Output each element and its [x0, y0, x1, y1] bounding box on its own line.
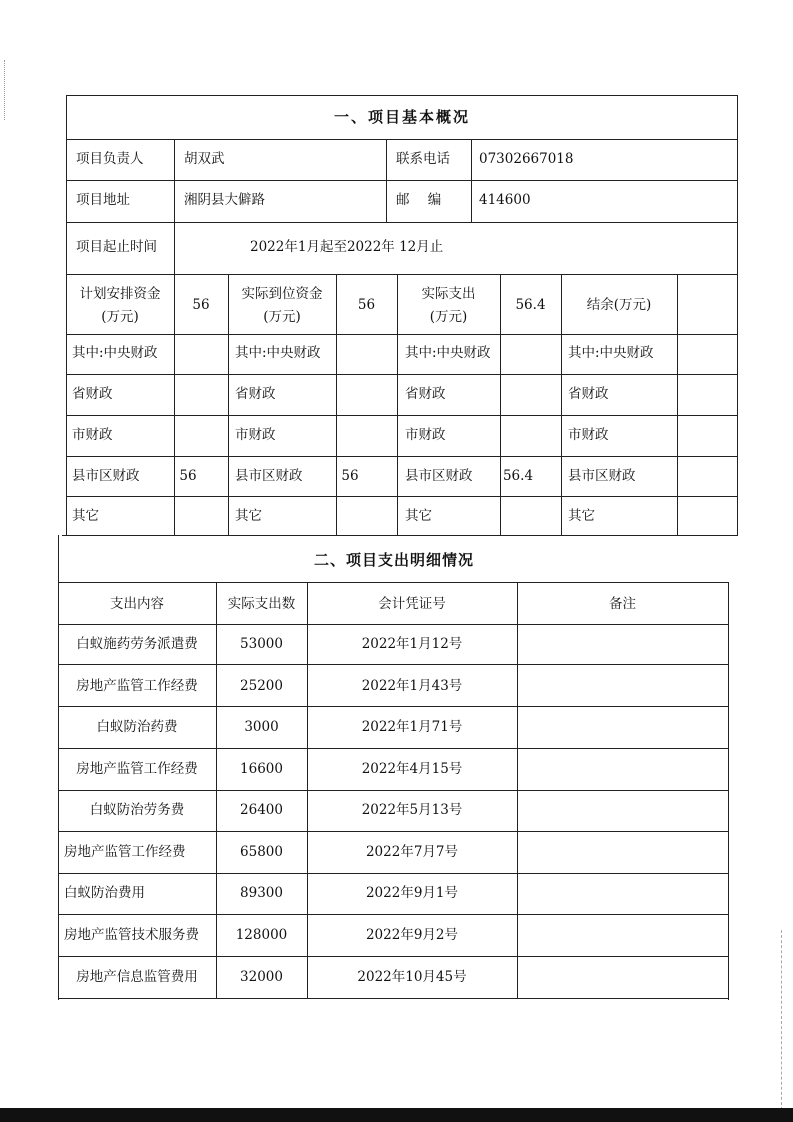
- hline: [66, 334, 738, 335]
- row-content: 白蚁防治劳务费: [89, 802, 185, 818]
- hline: [62, 535, 738, 536]
- funding-header-planned-unit: (万元): [101, 309, 139, 325]
- phone-label: 联系电话: [396, 151, 450, 167]
- hline: [66, 496, 738, 497]
- border-right: [737, 95, 738, 535]
- hline: [58, 748, 729, 749]
- row-voucher: 2022年7月7号: [365, 844, 459, 860]
- postcode-value: 414600: [479, 192, 531, 208]
- funding-row-label: 其它: [235, 508, 262, 524]
- vline: [677, 274, 678, 535]
- funding-row-label: 其中:中央财政: [568, 345, 654, 361]
- funding-row-label: 其它: [568, 508, 595, 524]
- funding-row-label: 省财政: [235, 386, 276, 402]
- funding-row-label: 其中:中央财政: [72, 345, 158, 361]
- border-right-lower: [728, 582, 729, 1000]
- column-header-content: 支出内容: [110, 596, 164, 612]
- row-content: 房地产监管技术服务费: [64, 927, 199, 943]
- funding-header-balance: 结余(万元): [586, 297, 652, 313]
- hline: [66, 415, 738, 416]
- hline: [58, 664, 729, 665]
- hline: [66, 274, 738, 275]
- funding-row-label: 市财政: [235, 427, 276, 443]
- vline: [561, 274, 562, 535]
- hline: [66, 139, 738, 140]
- hline: [66, 456, 738, 457]
- row-amount: 53000: [240, 636, 283, 652]
- funding-header-spent-unit: (万元): [429, 309, 468, 325]
- funding-row-label: 县市区财政: [568, 468, 636, 484]
- row-amount: 16600: [240, 761, 283, 777]
- funding-value-planned: 56: [192, 297, 210, 313]
- row-voucher: 2022年1月71号: [361, 719, 463, 735]
- vline: [471, 139, 472, 222]
- hline: [58, 624, 729, 625]
- funding-row-label: 省财政: [568, 386, 609, 402]
- funding-row-label: 县市区财政: [235, 468, 303, 484]
- funding-header-spent: 实际支出: [421, 286, 476, 302]
- funding-row-label: 县市区财政: [72, 468, 140, 484]
- address-label: 项目地址: [76, 192, 130, 208]
- row-content: 白蚁施药劳务派遣费: [76, 636, 198, 652]
- row-voucher: 2022年10月45号: [357, 969, 467, 985]
- scan-bottom-band: [0, 1108, 793, 1122]
- hline: [58, 873, 729, 874]
- phone-value: 07302667018: [479, 151, 574, 167]
- row-amount: 128000: [235, 927, 288, 943]
- person-value: 胡双武: [184, 151, 225, 167]
- row-amount: 32000: [240, 969, 283, 985]
- funding-row-value: 56: [179, 468, 197, 484]
- funding-header-planned: 计划安排资金: [79, 286, 161, 302]
- funding-row-value: 56.4: [502, 468, 534, 484]
- row-amount: 25200: [240, 678, 283, 694]
- section1-title: 一、项目基本概况: [333, 108, 470, 126]
- funding-value-spent: 56.4: [515, 297, 546, 313]
- row-content: 房地产监管工作经费: [76, 761, 198, 777]
- funding-row-label: 其它: [405, 508, 432, 524]
- postcode-label: 邮 编: [396, 192, 442, 208]
- hline: [58, 956, 729, 957]
- hline: [58, 831, 729, 832]
- vline: [500, 274, 501, 535]
- hline: [58, 582, 729, 583]
- row-content: 白蚁防治药费: [96, 719, 178, 735]
- row-voucher: 2022年4月15号: [361, 761, 463, 777]
- funding-header-received-unit: (万元): [263, 309, 301, 325]
- vline: [336, 274, 337, 535]
- funding-row-label: 其中:中央财政: [235, 345, 321, 361]
- row-voucher: 2022年9月2号: [365, 927, 459, 943]
- funding-row-label: 市财政: [405, 427, 446, 443]
- hline: [58, 998, 729, 999]
- row-content: 房地产监管工作经费: [64, 844, 186, 860]
- funding-header-received: 实际到位资金: [241, 286, 323, 302]
- funding-value-received: 56: [357, 297, 376, 313]
- funding-row-label: 省财政: [405, 386, 446, 402]
- hline: [58, 914, 729, 915]
- address-value: 湘阴县大僻路: [184, 192, 265, 208]
- column-header-amount: 实际支出数: [227, 596, 296, 612]
- funding-row-label: 市财政: [568, 427, 609, 443]
- period-value: 2022年1月起至2022年 12月止: [250, 239, 444, 255]
- funding-row-label: 其它: [72, 508, 99, 524]
- hline: [66, 374, 738, 375]
- row-amount: 65800: [240, 844, 283, 860]
- vline: [517, 582, 518, 998]
- column-header-voucher: 会计凭证号: [378, 596, 446, 612]
- vline: [174, 274, 175, 535]
- row-content: 房地产监管工作经费: [76, 678, 198, 694]
- row-voucher: 2022年9月1号: [365, 885, 459, 901]
- period-label: 项目起止时间: [76, 239, 157, 255]
- row-amount: 89300: [240, 885, 283, 901]
- scan-margin-marks: [4, 60, 7, 120]
- scan-edge-mark: [781, 930, 783, 1110]
- row-voucher: 2022年1月12号: [361, 636, 463, 652]
- row-content: 房地产信息监管费用: [76, 969, 198, 985]
- row-content: 白蚁防治费用: [64, 885, 145, 901]
- column-header-note: 备注: [609, 596, 636, 612]
- funding-row-label: 县市区财政: [405, 468, 473, 484]
- hline: [58, 706, 729, 707]
- row-voucher: 2022年1月43号: [361, 678, 463, 694]
- border-top: [66, 95, 738, 96]
- hline: [58, 790, 729, 791]
- vline: [174, 139, 175, 274]
- funding-row-label: 市财政: [72, 427, 113, 443]
- person-label: 项目负责人: [76, 151, 144, 167]
- section2-title: 二、项目支出明细情况: [313, 551, 474, 569]
- row-amount: 26400: [240, 802, 283, 818]
- row-voucher: 2022年5月13号: [361, 802, 463, 818]
- funding-row-value: 56: [341, 468, 359, 484]
- vline: [386, 139, 387, 222]
- hline: [66, 222, 738, 223]
- hline: [66, 180, 738, 181]
- row-amount: 3000: [244, 719, 279, 735]
- funding-row-label: 省财政: [72, 386, 113, 402]
- funding-row-label: 其中:中央财政: [405, 345, 491, 361]
